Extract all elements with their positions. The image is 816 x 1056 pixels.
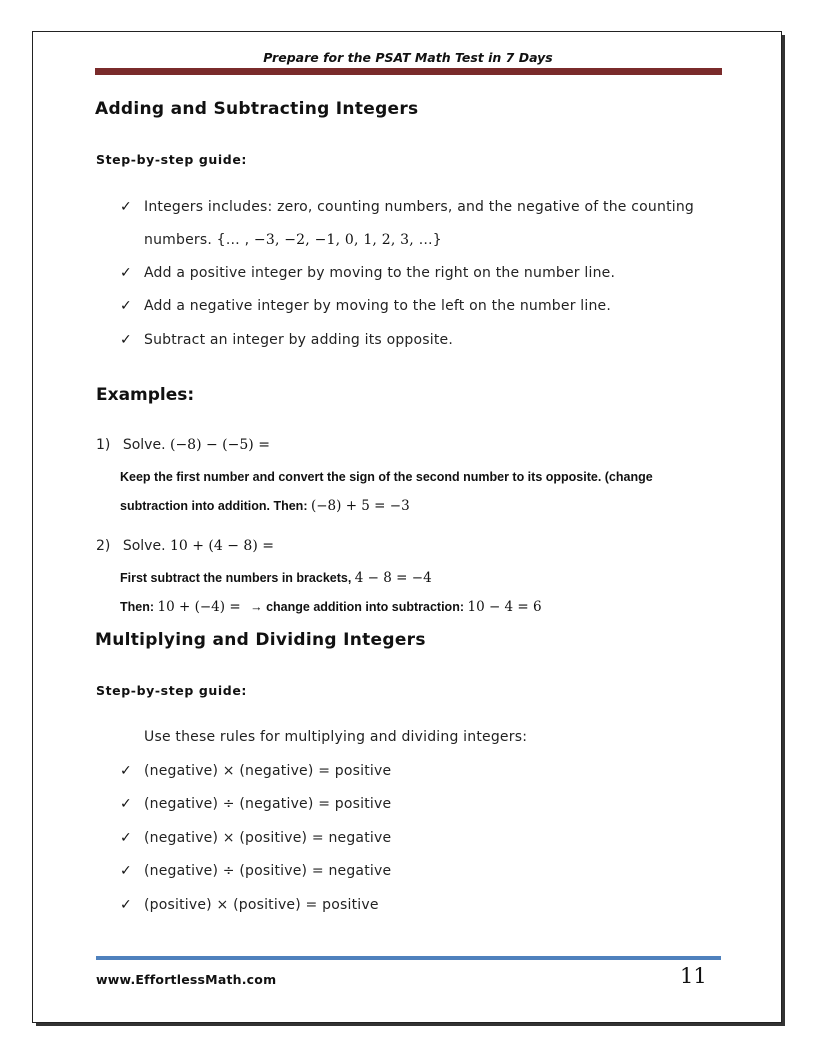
explanation-math: 4 − 8 = −4 bbox=[354, 570, 432, 586]
check-icon: ✓ bbox=[120, 332, 132, 348]
page-shadow-right bbox=[782, 35, 785, 1026]
explanation-math-result: 10 − 4 = 6 bbox=[467, 599, 542, 615]
footer-website: www.EffortlessMath.com bbox=[96, 972, 277, 987]
integer-list-math: −3, −2, −1, 0, 1, 2, 3, bbox=[253, 232, 414, 248]
bullet-text: Subtract an integer by adding its opposite. bbox=[144, 332, 454, 348]
check-icon: ✓ bbox=[120, 763, 132, 779]
explanation-text: Then: bbox=[120, 600, 155, 614]
check-icon: ✓ bbox=[120, 298, 132, 314]
explanation-text: Keep the first number and convert the sign of the second number to its opposite. (change bbox=[120, 470, 653, 484]
rule-text: (positive) × (positive) = positive bbox=[144, 897, 379, 913]
step-guide-label-1: Step-by-step guide: bbox=[96, 152, 248, 167]
rule-text: (negative) × (positive) = negative bbox=[144, 830, 392, 846]
example-solve-label: Solve. bbox=[122, 538, 166, 554]
example-expression: 10 + (4 − 8) = bbox=[169, 538, 274, 554]
example-number: 1) bbox=[96, 437, 111, 453]
rule-text: (negative) ÷ (positive) = negative bbox=[144, 863, 392, 879]
example-1-explanation-line-2 bbox=[120, 498, 410, 514]
arrow-explanation: → change addition into subtraction: bbox=[250, 600, 464, 614]
header-title: Prepare for the PSAT Math Test in 7 Days bbox=[263, 50, 553, 65]
rules-intro: Use these rules for multiplying and dividing integers: bbox=[144, 729, 528, 745]
example-2-prompt bbox=[96, 538, 274, 554]
rule-text: (negative) ÷ (negative) = positive bbox=[144, 796, 392, 812]
page-number: 11 bbox=[680, 964, 707, 988]
example-1-explanation-line-1 bbox=[120, 470, 653, 484]
check-icon: ✓ bbox=[120, 796, 132, 812]
explanation-text: First subtract the numbers in brackets, bbox=[120, 571, 352, 585]
check-icon: ✓ bbox=[120, 265, 132, 281]
example-solve-label: Solve. bbox=[122, 437, 166, 453]
continuation-text: numbers. {… , bbox=[144, 232, 250, 248]
check-icon: ✓ bbox=[120, 897, 132, 913]
example-2-explanation-line-2 bbox=[120, 599, 542, 615]
section-heading-adding-subtracting: Adding and Subtracting Integers bbox=[95, 99, 419, 119]
section-heading-multiplying-dividing: Multiplying and Dividing Integers bbox=[95, 630, 426, 650]
bullet-text: Add a positive integer by moving to the right on the number line. bbox=[144, 265, 616, 281]
explanation-math: 10 + (−4) = bbox=[157, 599, 241, 615]
explanation-math: (−8) + 5 = −3 bbox=[310, 498, 410, 514]
header-divider bbox=[95, 68, 722, 75]
examples-label: Examples: bbox=[96, 385, 195, 405]
footer-divider bbox=[96, 956, 721, 960]
check-icon: ✓ bbox=[120, 199, 132, 215]
check-icon: ✓ bbox=[120, 830, 132, 846]
example-2-explanation-line-1 bbox=[120, 570, 432, 586]
rule-text: (negative) × (negative) = positive bbox=[144, 763, 392, 779]
bullet-text: Add a negative integer by moving to the left on the number line. bbox=[144, 298, 612, 314]
step-guide-label-2: Step-by-step guide: bbox=[96, 683, 248, 698]
bullet-text: Integers includes: zero, counting numbers, and the negative of the counting bbox=[144, 199, 695, 215]
check-icon: ✓ bbox=[120, 863, 132, 879]
explanation-text: subtraction into addition. Then: bbox=[120, 499, 308, 513]
bullet-continuation bbox=[144, 232, 442, 248]
example-number: 2) bbox=[96, 538, 111, 554]
example-1-prompt bbox=[96, 437, 270, 453]
continuation-end: …} bbox=[418, 232, 442, 248]
page-shadow-bottom bbox=[36, 1023, 785, 1026]
example-expression: (−8) − (−5) = bbox=[169, 437, 270, 453]
